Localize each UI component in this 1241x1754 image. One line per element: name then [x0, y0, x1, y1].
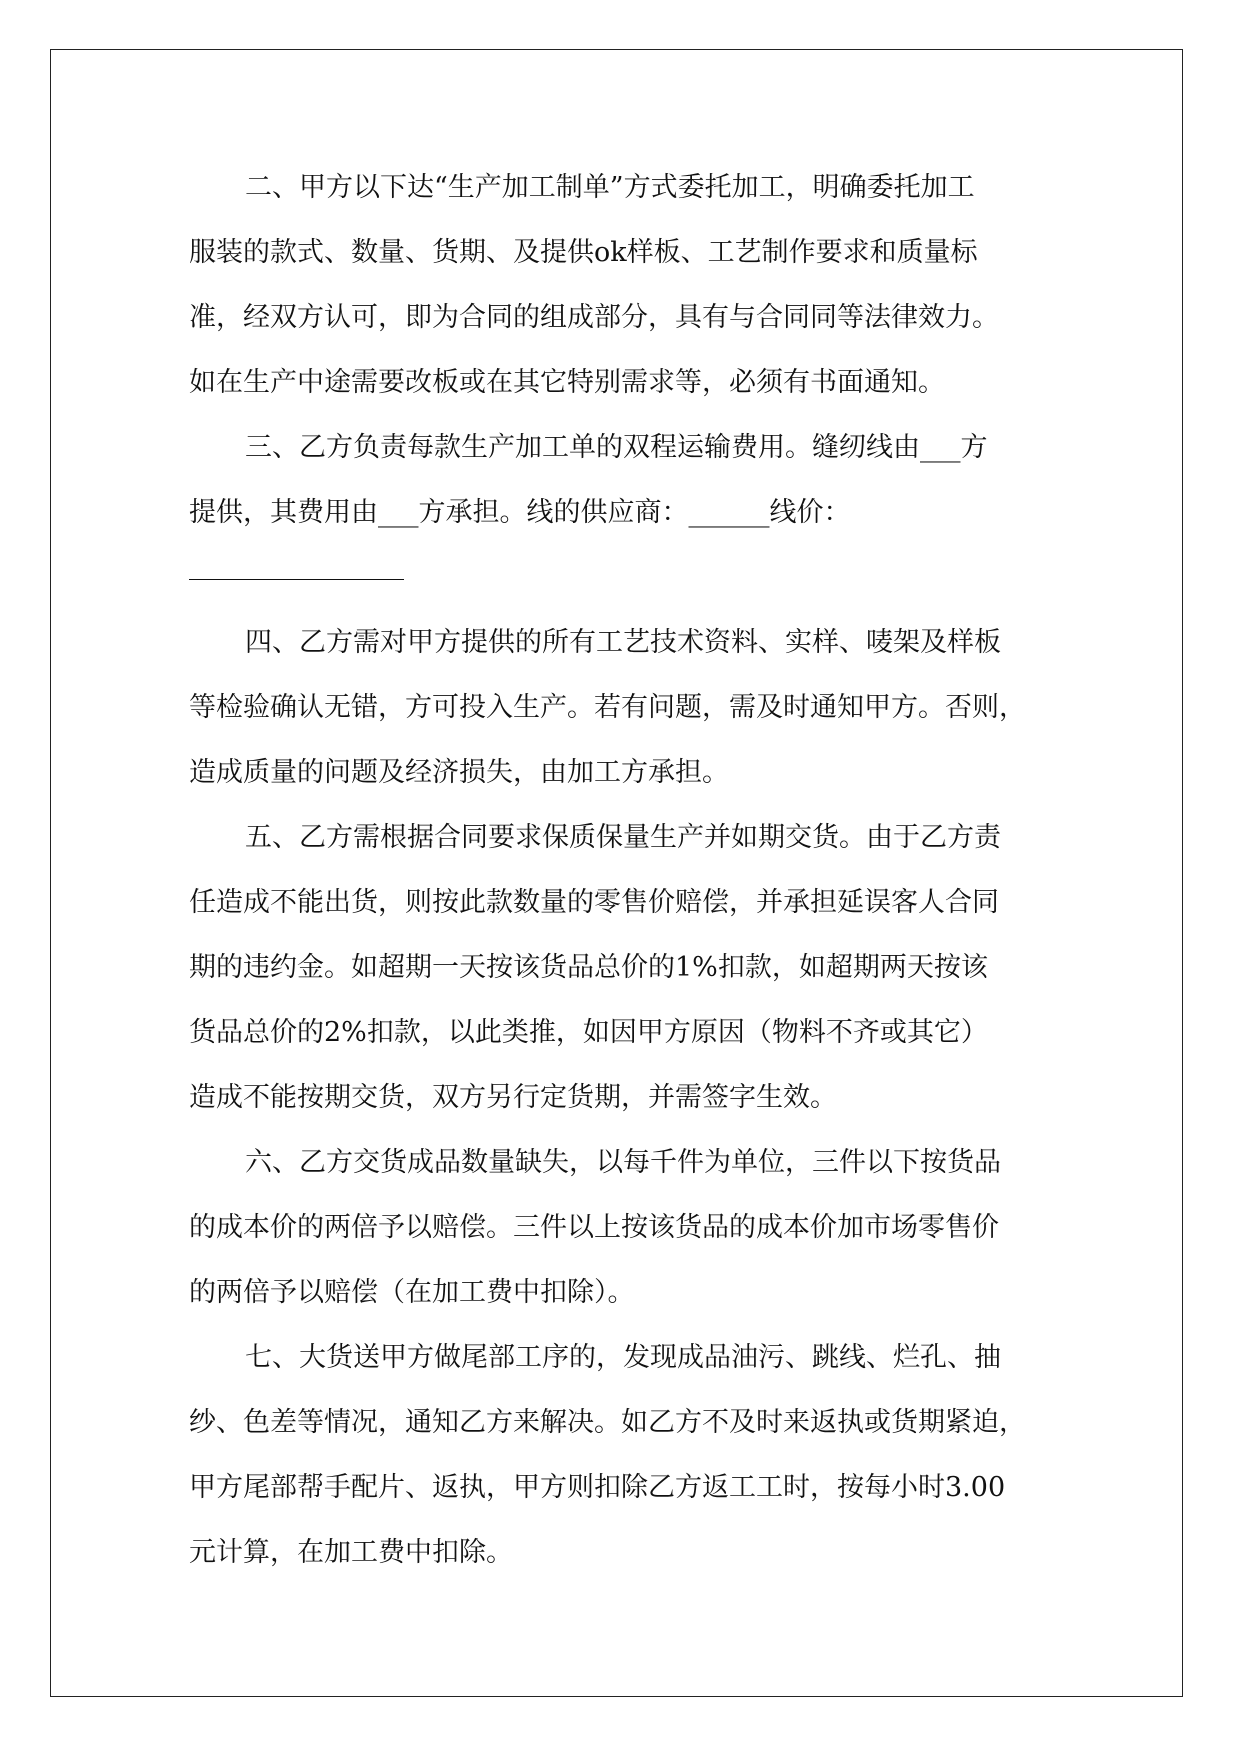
clause-4-paragraph — [189, 610, 1059, 805]
text-line: 如在生产中途需要改板或在其它特别需求等，必须有书面通知。 — [189, 367, 945, 398]
text-line: 期的违约金。如超期一天按该货品总价的1%扣款，如超期两天按该 — [189, 952, 988, 983]
text-line: 准，经双方认可，即为合同的组成部分，具有与合同同等法律效力。 — [189, 302, 999, 333]
text-line: 七、大货送甲方做尾部工序的，发现成品油污、跳线、烂孔、抽 — [245, 1342, 1001, 1373]
document-body — [189, 155, 1059, 1585]
text-line: 的两倍予以赔偿（在加工费中扣除）。 — [189, 1277, 635, 1308]
text-line: 造成不能按期交货，双方另行定货期，并需签字生效。 — [189, 1082, 837, 1113]
text-line: 提供，其费用由___方承担。线的供应商：______线价： — [189, 497, 851, 528]
text-line: 四、乙方需对甲方提供的所有工艺技术资料、实样、唛架及样板 — [245, 627, 1001, 658]
text-line: 服装的款式、数量、货期、及提供ok样板、工艺制作要求和质量标 — [189, 237, 978, 268]
text-line: 纱、色差等情况，通知乙方来解决。如乙方不及时来返执或货期紧迫， — [189, 1407, 1026, 1438]
clause-5-paragraph — [189, 805, 1059, 1130]
text-line: 造成质量的问题及经济损失，由加工方承担。 — [189, 757, 729, 788]
blank-rule-text — [189, 562, 405, 593]
clause-3-paragraph — [189, 415, 1059, 610]
text-line: 甲方尾部帮手配片、返执，甲方则扣除乙方返工工时，按每小时3.00 — [189, 1472, 1006, 1503]
text-line: 元计算，在加工费中扣除。 — [189, 1537, 513, 1568]
blank-fill-line — [189, 545, 1059, 610]
clause-6-paragraph — [189, 1130, 1059, 1325]
text-line: 货品总价的2%扣款，以此类推，如因甲方原因（物料不齐或其它） — [189, 1017, 988, 1048]
text-line: 的成本价的两倍予以赔偿。三件以上按该货品的成本价加市场零售价 — [189, 1212, 999, 1243]
text-line: 六、乙方交货成品数量缺失，以每千件为单位，三件以下按货品 — [245, 1147, 1001, 1178]
text-line: 三、乙方负责每款生产加工单的双程运输费用。缝纫线由___方 — [245, 432, 988, 463]
text-line: 等检验确认无错，方可投入生产。若有问题，需及时通知甲方。否则， — [189, 692, 1026, 723]
text-line: 任造成不能出货，则按此款数量的零售价赔偿，并承担延误客人合同 — [189, 887, 999, 918]
clause-2-paragraph — [189, 155, 1059, 415]
blank-rule — [189, 579, 404, 580]
text-line: 二、甲方以下达“生产加工制单”方式委托加工，明确委托加工 — [245, 172, 975, 203]
text-line: 五、乙方需根据合同要求保质保量生产并如期交货。由于乙方责 — [245, 822, 1001, 853]
clause-7-paragraph — [189, 1325, 1059, 1585]
